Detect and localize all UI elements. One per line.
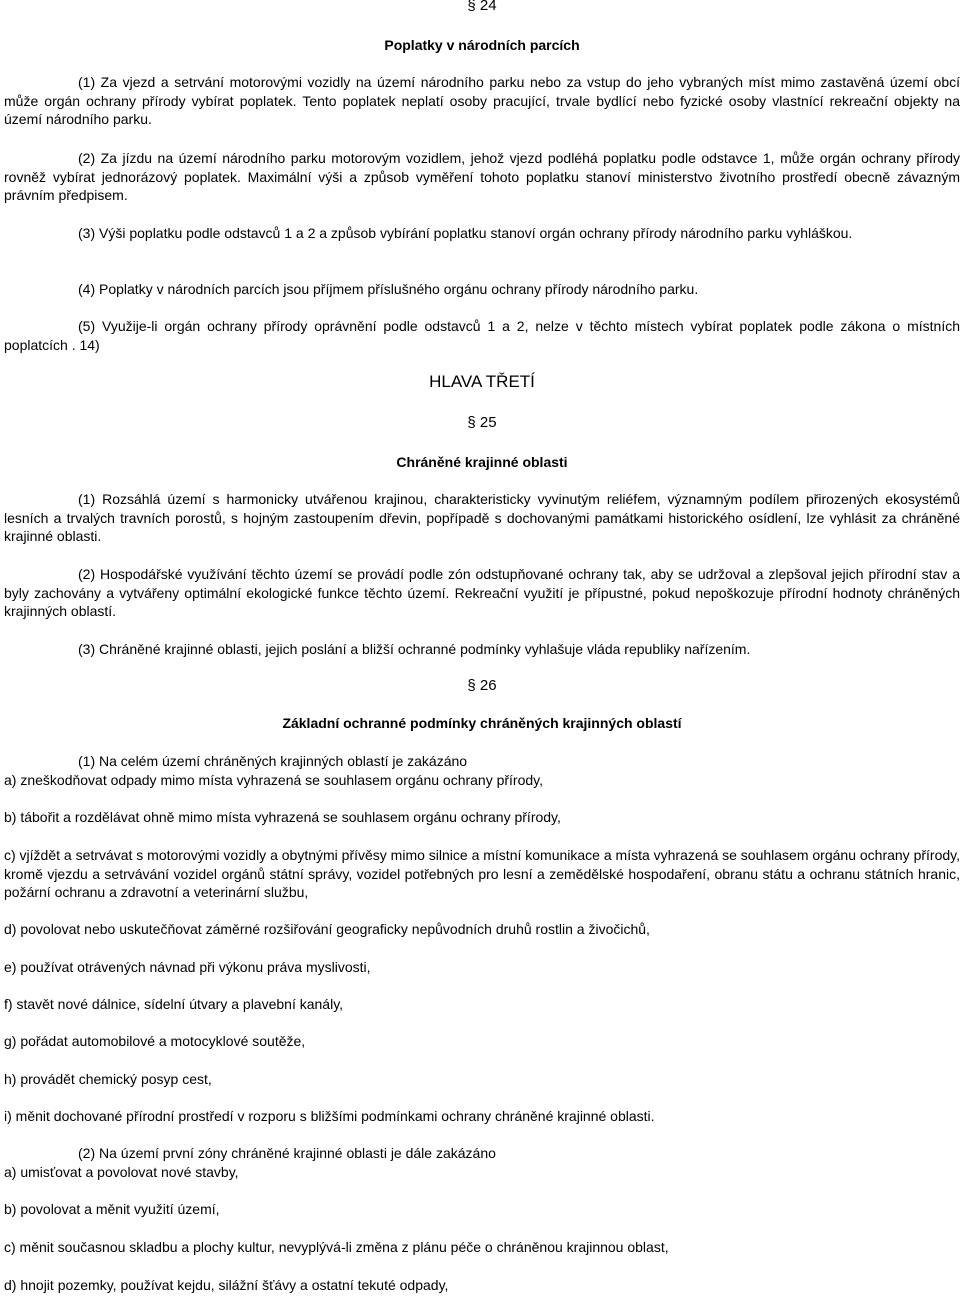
list-item: a) umisťovat a povolovat nové stavby, <box>4 1164 239 1180</box>
list-item: i) měnit dochované přírodní prostředí v rozporu s bližšími podmínkami ochrany chráněné krajinné oblasti. <box>4 1108 655 1124</box>
section-25-title: Chráněné krajinné oblasti <box>396 454 568 470</box>
section-25-number: § 25 <box>467 414 497 431</box>
section-25-paragraph-1: (1) Rozsáhlá území s harmonicky utvářenou krajinou, charakteristicky vyvinutým reliéfem, významným podílem přirozených ekosystémů lesních a trvalých travních porostů, s hojným zastoupením dřevin, popřípadě s dochovanými památkami historického osídlení, lze vyhlásit za chráněné krajinné oblasti. <box>4 491 960 544</box>
list-item: g) pořádat automobilové a motocyklové soutěže, <box>4 1033 306 1049</box>
section-24-title: Poplatky v národních parcích <box>384 37 580 53</box>
section-24-paragraph-3: (3) Výši poplatku podle odstavců 1 a 2 a způsob vybírání poplatku stanoví orgán ochrany přírody národního parku vyhláškou. <box>78 225 853 241</box>
list-item: d) hnojit pozemky, používat kejdu, silážní šťávy a ostatní tekuté odpady, <box>4 1277 449 1293</box>
section-26-title: Základní ochranné podmínky chráněných krajinných oblastí <box>282 715 682 731</box>
list-item: a) zneškodňovat odpady mimo místa vyhrazená se souhlasem orgánu ochrany přírody, <box>4 772 544 788</box>
section-24-number: § 24 <box>467 0 497 14</box>
list-item: c) vjíždět a setrvávat s motorovými vozidly a obytnými přívěsy mimo silnice a místní komunikace a místa vyhrazená se souhlasem orgánu ochrany přírody, kromě vjezdu a setrvávání vozidel orgánů státní správy, vozidel potřebných pro lesní a zemědělské hospodaření, obranu státu a ochranu státních hranic, požární ochranu a zdravotní a veterinární službu, <box>4 847 960 900</box>
list-item: b) povolovat a měnit využití území, <box>4 1201 220 1217</box>
list-item: c) měnit současnou skladbu a plochy kultur, nevyplývá-li změna z plánu péče o chráněnou krajinnou oblast, <box>4 1239 669 1255</box>
list-item: h) provádět chemický posyp cest, <box>4 1071 212 1087</box>
section-24-paragraph-2: (2) Za jízdu na území národního parku motorovým vozidlem, jehož vjezd podléhá poplatku podle odstavce 1, může orgán ochrany přírody rovněž vybírat jednorázový poplatek. Maximální výši a způsob vyměření tohoto poplatku stanoví ministerstvo životního prostředí obecně závazným právním předpisem. <box>4 150 960 203</box>
list-item: e) používat otrávených návnad při výkonu práva myslivosti, <box>4 959 371 975</box>
list-item: f) stavět nové dálnice, sídelní útvary a plavební kanály, <box>4 996 344 1012</box>
list-item: b) tábořit a rozdělávat ohně mimo místa vyhrazená se souhlasem orgánu ochrany přírody, <box>4 809 561 825</box>
section-25-paragraph-3: (3) Chráněné krajinné oblasti, jejich poslání a bližší ochranné podmínky vyhlašuje vláda republiky nařízením. <box>78 641 751 657</box>
section-26-paragraph-1-intro: (1) Na celém území chráněných krajinných oblastí je zakázáno <box>78 753 468 769</box>
section-24-paragraph-4: (4) Poplatky v národních parcích jsou příjmem příslušného orgánu ochrany přírody národního parku. <box>78 281 699 297</box>
section-25-paragraph-2: (2) Hospodářské využívání těchto území se provádí podle zón odstupňované ochrany tak, aby se udržoval a zlepšoval jejich přírodní stav a byly zachovány a vytvářeny optimální ekologické funkce těchto území. Rekreační využití je přípustné, pokud nepoškozuje přírodní hodnoty chráněných krajinných oblastí. <box>4 566 960 619</box>
section-24-paragraph-5: (5) Využije-li orgán ochrany přírody oprávnění podle odstavců 1 a 2, nelze v těchto místech vybírat poplatek podle zákona o místních poplatcích . 14) <box>4 318 960 353</box>
chapter-heading: HLAVA TŘETÍ <box>429 372 535 391</box>
section-26-number: § 26 <box>467 677 497 694</box>
list-item: d) povolovat nebo uskutečňovat záměrné rozšiřování geograficky nepůvodních druhů rostlin a živočichů, <box>4 921 650 937</box>
section-24-paragraph-1: (1) Za vjezd a setrvání motorovými vozidly na území národního parku nebo za vstup do jeho vybraných míst mimo zastavěná území obcí může orgán ochrany přírody vybírat poplatek. Tento poplatek neplatí osoby pracující, trvale bydlící nebo fyzické osoby vlastnící rekreační objekty na území národního parku. <box>4 74 960 127</box>
section-26-paragraph-2-intro: (2) Na území první zóny chráněné krajinné oblasti je dále zakázáno <box>78 1145 496 1161</box>
